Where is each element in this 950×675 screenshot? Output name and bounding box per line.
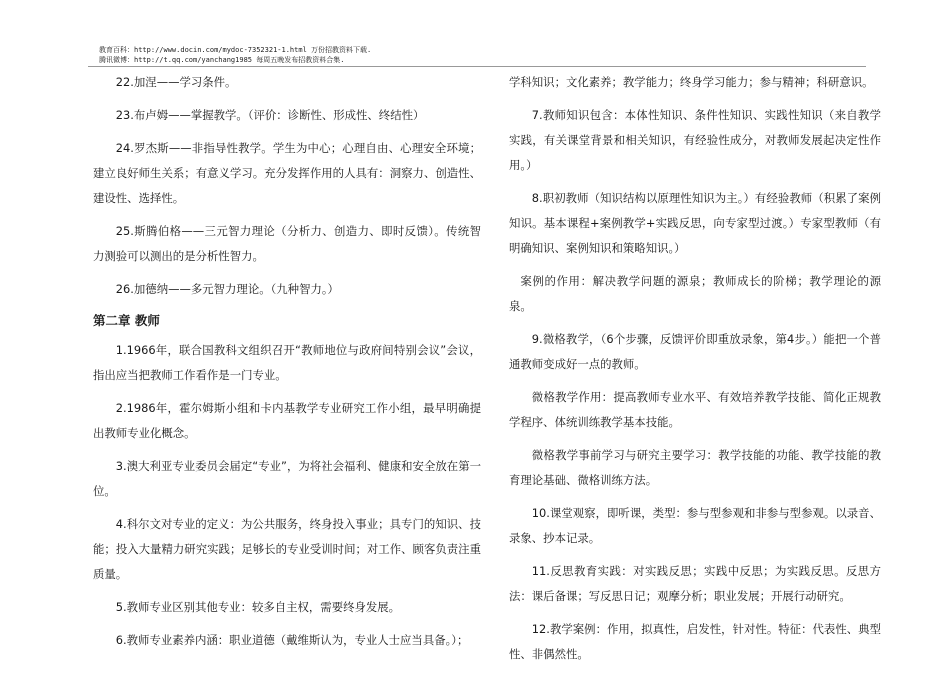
chapter2-item-8: 8.职初教师（知识结构以原理性知识为主。）有经验教师（积累了案例知识。基本课程+案例教学+实践反思，向专家型过渡。）专家型教师（有明确知识、案例知识和策略知识。） <box>509 191 881 255</box>
chapter2-item-11: 11.反思教育实践：对实践反思；实践中反思；为实践反思。反思方法：课后备课；写反思日记；观摩分析；职业发展；开展行动研究。 <box>509 564 881 603</box>
item-26: 26.加德纳——多元智力理论。（九种智力。） <box>115 282 339 296</box>
header-line-weibo: 腾讯微博：http://t.qq.com/yanchang1985 每周五晚发布招教资料合集. <box>99 56 345 64</box>
item-6-continued: 学科知识；文化素养；教学能力；终身学习能力；参与精神；科研意识。 <box>509 75 874 89</box>
chapter2-item-10: 10.课堂观察，即听课，类型：参与型参观和非参与型参观。以录音、录象、抄本记录。 <box>509 506 881 545</box>
header-line-docin: 教育百科：http://www.docin.com/mydoc-7352321-1.html 万份招教资料下载. <box>99 46 372 54</box>
page-header <box>99 45 559 65</box>
chapter2-item-12: 12.教学案例：作用，拟真性，启发性，针对性。特征：代表性、典型性、非偶然性。 <box>509 622 881 661</box>
header-divider <box>88 66 866 67</box>
item-25: 25.斯腾伯格——三元智力理论（分析力、创造力、即时反馈）。传统智力测验可以测出的是分析性智力。 <box>93 224 481 263</box>
item-24: 24.罗杰斯——非指导性教学。学生为中心；心理自由、心理安全环境；建立良好师生关系；有意义学习。充分发挥作用的人具有：洞察力、创造性、建设性、选择性。 <box>93 141 481 205</box>
chapter2-item-4: 4.科尔文对专业的定义：为公共服务，终身投入事业；具专门的知识、技能；投入大量精力研究实践；足够长的专业受训时间；对工作、顾客负责注重质量。 <box>93 517 481 581</box>
chapter2-item-1: 1.1966年，联合国教科文组织召开“教师地位与政府间特别会议”会议，指出应当把教师工作看作是一门专业。 <box>93 343 481 382</box>
chapter2-item-2: 2.1986年，霍尔姆斯小组和卡内基教学专业研究工作小组，最早明确提出教师专业化概念。 <box>93 401 481 440</box>
chapter2-item-6: 6.教师专业素养内涵：职业道德（戴维斯认为，专业人士应当具备。）； <box>115 633 469 647</box>
item-22: 22.加涅——学习条件。 <box>115 75 237 89</box>
case-function-note: 案例的作用：解决教学问题的源泉；教师成长的阶梯；教学理论的源泉。 <box>509 274 881 313</box>
microteaching-study: 微格教学事前学习与研究主要学习：教学技能的功能、教学技能的教育理论基础、微格训练方法。 <box>509 448 881 487</box>
item-23: 23.布卢姆——掌握教学。（评价：诊断性、形成性、终结性） <box>115 108 425 122</box>
right-column <box>509 70 881 675</box>
chapter2-item-3: 3.澳大利亚专业委员会届定“专业”，为将社会福利、健康和安全放在第一位。 <box>93 459 481 498</box>
chapter2-item-7: 7.教师知识包含：本体性知识、条件性知识、实践性知识（来自教学实践，有关课堂背景和相关知识，有经验性成分，对教师发展起决定性作用。） <box>509 108 881 172</box>
chapter2-item-5: 5.教师专业区别其他专业：较多自主权，需要终身发展。 <box>115 600 401 614</box>
left-column <box>93 70 481 661</box>
microteaching-function: 微格教学作用：提高教师专业水平、有效培养教学技能、简化正规教学程序、体统训练教学基本技能。 <box>509 390 881 429</box>
chapter2-item-9: 9.微格教学，（6个步骤，反馈评价即重放录象，第4步。）能把一个普通教师变成好一点的教师。 <box>509 332 881 371</box>
chapter-title: 第二章 教师 <box>93 313 160 328</box>
